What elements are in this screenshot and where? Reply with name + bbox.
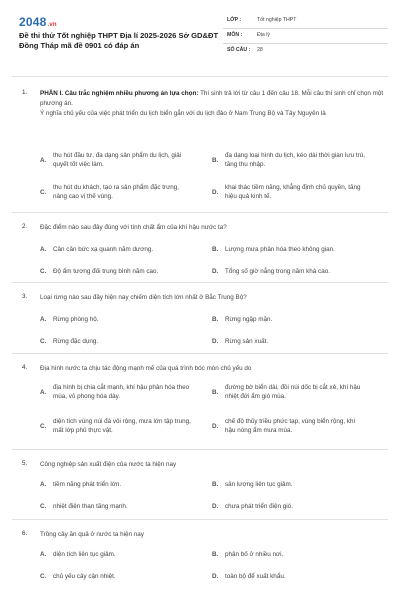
- option-text: toàn bộ để xuất khẩu.: [225, 573, 286, 580]
- question-divider: [12, 212, 388, 213]
- option-text: sản lượng liên tục giảm.: [225, 481, 293, 488]
- meta-label: MÔN :: [227, 32, 243, 38]
- option-letter: B.: [212, 246, 219, 253]
- option-letter: B.: [212, 157, 219, 164]
- option-letter: B.: [212, 316, 219, 323]
- option-text: Cân cân bức xạ quanh năm dương.: [53, 246, 154, 253]
- option-text: thu hút du khách, tạo ra sản phẩm đặc trưng, nâng cao vị thế vùng.: [53, 184, 180, 201]
- meta-label: SỐ CÂU :: [227, 47, 251, 53]
- option-text: tiềm năng phát triển lớn.: [53, 481, 122, 488]
- section-instruction: Thí sinh trả lời từ câu 1 đến câu 18. Mỗi câu thí sinh chỉ chọn một phương án.: [40, 90, 384, 107]
- option-letter: A.: [40, 316, 47, 323]
- option-text: địa hình bị chia cắt mạnh, khí hậu phân hóa theo mùa, vỏ phong hóa dày.: [53, 384, 190, 401]
- option-letter: A.: [40, 551, 47, 558]
- option-text: nhiệt điện than tăng mạnh.: [53, 503, 128, 510]
- question-number: 2.: [22, 223, 28, 230]
- meta-row-class: [223, 14, 388, 28]
- meta-label: LỚP :: [227, 17, 242, 23]
- option-letter: C.: [40, 423, 47, 430]
- option-text: Lượng mưa phân hóa theo không gian.: [225, 246, 335, 253]
- option-letter: A.: [40, 157, 47, 164]
- option-text: Rừng đặc dụng.: [53, 338, 99, 345]
- option-letter: D.: [212, 338, 219, 345]
- option-text: chế độ thủy triều phức tạp, vùng biển rộng, khí hậu nóng ẩm mưa mùa.: [225, 418, 356, 435]
- question-text: Đặc điểm nào sau đây đúng với tính chất ẩm của khí hậu nước ta?: [40, 224, 227, 231]
- option-letter: C.: [40, 503, 47, 510]
- question-text: Công nghiệp sản xuất điện của nước ta hiện nay: [40, 461, 177, 468]
- header-divider: [12, 76, 388, 77]
- option-text: Rừng sản xuất.: [225, 338, 269, 345]
- option-text: Rừng ngập mặn.: [225, 316, 273, 323]
- option-letter: B.: [212, 551, 219, 558]
- question-text: Loại rừng nào sau đây hiện nay chiếm diện tích lớn nhất ở Bắc Trung Bộ?: [40, 294, 247, 301]
- option-letter: C.: [40, 573, 47, 580]
- option-letter: B.: [212, 389, 219, 396]
- option-letter: B.: [212, 481, 219, 488]
- question-number: 1.: [22, 89, 28, 96]
- option-text: khai thác tiềm năng, khẳng định chủ quyền, tăng hiệu quả kinh tế.: [225, 184, 361, 201]
- option-text: chưa phát triển điện gió.: [225, 503, 293, 510]
- option-text: Độ ẩm tương đối trung bình năm cao.: [53, 268, 159, 275]
- option-letter: D.: [212, 189, 219, 196]
- option-letter: A.: [40, 246, 47, 253]
- question-divider: [12, 282, 388, 283]
- option-letter: C.: [40, 189, 47, 196]
- option-letter: D.: [212, 268, 219, 275]
- question-stem: Ý nghĩa chủ yếu của việc phát triển du lịch biển gắn với du lịch đảo ở Nam Trung Bộ và Tây Nguyên là: [40, 110, 326, 117]
- document-header: [0, 0, 400, 70]
- question-number: 4.: [22, 364, 28, 371]
- option-text: Tổng số giờ nắng trong năm khá cao.: [225, 268, 330, 275]
- option-text: đa dạng loại hình du lịch, kéo dài thời gian lưu trú, tăng thu nhập.: [225, 152, 365, 169]
- page-title: Đề thi thử Tốt nghiệp THPT Địa lí 2025-2026 Sở GD&ĐT Đồng Tháp mã đề 0901 có đáp án: [19, 31, 219, 51]
- option-letter: A.: [40, 481, 47, 488]
- option-letter: D.: [212, 573, 219, 580]
- logo-text: 2048: [19, 15, 47, 29]
- meta-value: Tốt nghiệp THPT: [257, 17, 297, 23]
- question-number: 6.: [22, 530, 28, 537]
- meta-row-subject: [223, 29, 388, 43]
- option-text: phân bố ở nhiều nơi.: [225, 551, 284, 558]
- meta-value: 28: [257, 47, 263, 53]
- option-text: diện tích liên tục giảm.: [53, 551, 116, 558]
- option-text: diện tích vùng núi đá vôi rộng, mưa lớn tập trung, mất lớp phủ thực vật.: [53, 418, 191, 435]
- option-letter: D.: [212, 503, 219, 510]
- exam-meta-box: [223, 14, 388, 58]
- question-divider: [12, 353, 388, 354]
- option-letter: C.: [40, 338, 47, 345]
- option-letter: C.: [40, 268, 47, 275]
- question-text: Trồng cây ăn quả ở nước ta hiện nay: [40, 531, 144, 538]
- option-text: thu hút đầu tư, đa dạng sản phẩm du lịch, giải quyết tốt việc làm.: [53, 152, 182, 169]
- question-divider: [12, 519, 388, 520]
- logo-suffix: .vn: [47, 22, 57, 28]
- question-number: 5.: [22, 460, 28, 467]
- meta-row-count: [223, 44, 388, 58]
- question-text: [40, 89, 386, 108]
- question-number: 3.: [22, 293, 28, 300]
- option-letter: A.: [40, 389, 47, 396]
- meta-value: Địa lý: [257, 32, 270, 38]
- option-text: đường bờ biển dài, đồi núi dốc bị cắt xẻ, khí hậu nhiệt đới ẩm gió mùa.: [225, 384, 361, 401]
- question-divider: [12, 449, 388, 450]
- site-logo[interactable]: [19, 15, 57, 29]
- option-letter: D.: [212, 423, 219, 430]
- option-text: chủ yếu cây cận nhiệt.: [53, 573, 116, 580]
- question-text: Địa hình nước ta chịu tác động mạnh mẽ của quá trình bóc mòn chủ yếu do: [40, 365, 252, 372]
- option-text: Rừng phòng hộ.: [53, 316, 99, 323]
- section-heading: PHẦN I. Câu trắc nghiệm nhiều phương án lựa chọn:: [40, 90, 199, 97]
